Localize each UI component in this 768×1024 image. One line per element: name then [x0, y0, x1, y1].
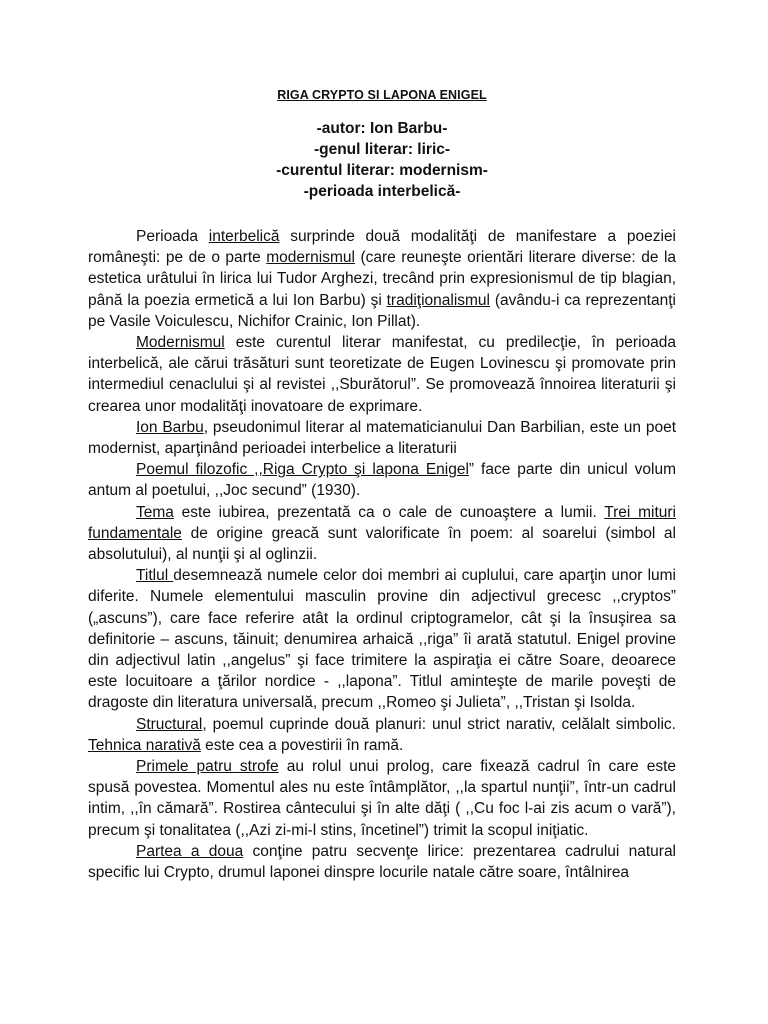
document-page	[88, 88, 676, 883]
paragraph-structure	[88, 714, 676, 756]
text-run: ” face parte din unicul volum antum al poetului, ,,Joc secund” (1930).	[88, 461, 676, 500]
paragraph-title-meaning	[88, 565, 676, 713]
underlined-term: Structural	[136, 715, 203, 733]
paragraph-poem	[88, 459, 676, 501]
text-run: (care reuneşte orientări literare diverse: de la estetica urâtului în lirica lui Tudor Arghezi, trecând prin expresionismul de tip blagian, până la poezia ermetică a lui Ion Barbu) şi	[88, 249, 677, 309]
meta-author: -autor: Ion Barbu-	[316, 120, 448, 137]
paragraph-modernism	[88, 332, 676, 417]
meta-current: -curentul literar: modernism-	[276, 162, 488, 179]
underlined-term: modernismul	[266, 249, 355, 267]
underlined-term: interbelică	[208, 228, 280, 245]
text-run: este iubirea, prezentată ca o cale de cunoaştere a lumii.	[173, 503, 605, 521]
document-title: RIGA CRYPTO SI LAPONA ENIGEL	[277, 88, 487, 102]
text-run: , poemul cuprinde două planuri: unul strict narativ, celălalt simbolic.	[202, 715, 676, 733]
paragraph-part-two	[88, 841, 676, 883]
text-run: desemnează numele celor doi membri ai cuplului, care aparţin unor lumi diferite. Numele elementului masculin provine din adjectivul grecesc ,,cryptos” („ascuns”), care face referire atât la ordinul criptogramelor, cât şi la însuşirea sa definitorie – ascuns, tăinuit; denumirea arhaică ,,riga” îi arată statutul. Enigel provine din adjectivul latin ,,angelus” şi face trimitere la aspiraţia ei către Soare, deoarece este locuitoare a ţărilor nordice - ,,lapona”. Titlul aminteşte de marile poveşti de dragoste din literatura universală, precum ,,Romeo şi Julieta”, ,,Tristan şi Isolda.	[88, 567, 676, 712]
text-run: (avându-i ca reprezentanţi pe Vasile Voiculescu, Nichifor Crainic, Ion Pillat).	[88, 291, 676, 330]
underlined-term: tradiţionalismul	[386, 291, 490, 309]
text-run: este curentul literar manifestat, cu predilecţie, în perioada interbelică, ale cărui trăsături sunt teoretizate de Eugen Lovinescu şi promovate prin intermediul cenaclului şi al revistei ,,Sburătorul”. Se promovează înnoirea literaturii şi crearea unor modalităţi inovatoare de exprimare.	[88, 334, 676, 415]
text-run: , pseudonimul literar al matematicianului Dan Barbilian, este un poet modernist, aparţinând perioadei interbelice a literaturii	[88, 418, 677, 458]
document-body	[88, 226, 676, 883]
text-run: surprinde două modalităţi de manifestare a poeziei româneşti: pe de o parte	[88, 228, 677, 267]
underlined-term: Trei mituri fundamentale	[88, 503, 676, 542]
underlined-term: Tema	[136, 503, 174, 521]
underlined-term: Poemul filozofic ,,Riga Crypto şi lapona Enigel	[136, 461, 469, 479]
paragraph-interwar-period	[88, 226, 676, 332]
meta-genre: -genul literar: liric-	[313, 141, 451, 158]
underlined-term: Titlul	[136, 567, 174, 585]
underlined-term: Modernismul	[136, 334, 225, 352]
paragraph-first-stanzas	[88, 756, 676, 841]
text-run: au rolul unui prolog, care fixează cadrul în care este spusă povestea. Momentul ales nu este întâmplător, ,,la spartul nunţii”, într-un cadrul intim, ,,în cămară”. Rostirea cântecului şi în alte dăţi ( ,,Cu foc l-ai zis acum o vară”), precum şi tonalitatea (,,Azi zi-mi-l stins, încetinel”) trimit la scopul iniţiatic.	[88, 758, 676, 839]
text-run: de origine greacă sunt valorificate în poem: al soarelui (simbol al absolutului), al nunţii şi al oglinzii.	[88, 524, 676, 564]
underlined-term: Partea a doua	[136, 842, 244, 860]
meta-period: -perioada interbelică-	[303, 183, 461, 200]
paragraph-theme	[88, 502, 676, 566]
text-run: este cea a povestirii în ramă.	[200, 736, 404, 754]
underlined-term: Ion Barbu	[136, 418, 204, 436]
paragraph-ion-barbu	[88, 417, 676, 459]
underlined-term: Primele patru strofe	[136, 758, 279, 776]
text-run: conţine patru secvenţe lirice: prezentarea cadrului natural specific lui Crypto, drumul laponei dinspre locurile natale către soare, întâlnirea	[88, 842, 677, 882]
document-meta	[88, 118, 676, 202]
text-run: Perioada	[136, 228, 209, 245]
underlined-term: Tehnica narativă	[88, 736, 201, 754]
